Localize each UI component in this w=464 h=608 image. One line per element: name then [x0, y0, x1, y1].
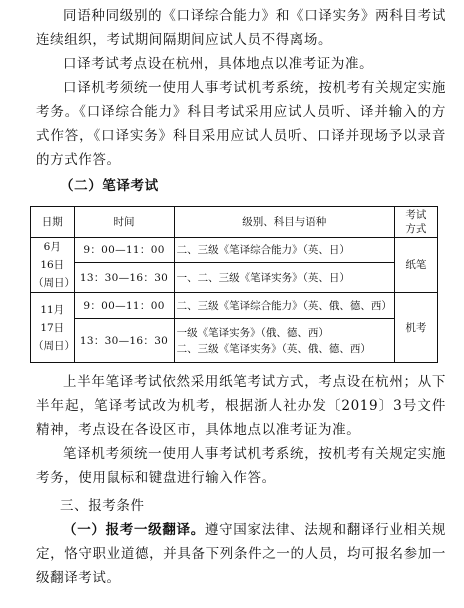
paragraph-level1-requirements	[36, 518, 446, 590]
paragraph-written-computer-exam: 笔译机考须统一使用人事考试机考系统，按机考有关规定实施考务，使用鼠标和键盘进行输入作答。	[36, 446, 446, 486]
heading-written-exam: （二）笔译考试	[60, 178, 159, 194]
mode-cell-computer: 机考	[394, 293, 437, 363]
level1-lead: （一）报考一级翻译。	[63, 522, 205, 538]
header-subject: 级别、科目与语种	[174, 207, 394, 238]
paragraph-oral-exam-location: 口译考试考点设在杭州，具体地点以准考证为准。	[63, 56, 374, 72]
mode-cell-paper: 纸笔	[394, 238, 437, 293]
paragraph-oral-computer-exam: 口译机考须统一使用人事考试机考系统，按机考有关规定实施考务。《口译综合能力》科目考试采用应试人员听、译并输入的方式作答，《口译实务》科目采用应试人员听、口译并现场予以录音的方式作答。	[36, 80, 446, 168]
date-cell-november: 11月 17日 （周日）	[31, 293, 75, 363]
table-row	[31, 319, 438, 363]
paragraph-oral-exam-schedule: 同语种同级别的《口译综合能力》和《口译实务》两科目考试连续组织，考试期间隔期间应试人员不得离场。	[36, 8, 446, 48]
date-cell-june: 6月 16日 （周日）	[31, 238, 75, 293]
time-cell: 13：30—16：30	[74, 319, 174, 363]
time-cell: 9：00—11：00	[74, 238, 174, 263]
time-cell: 9：00—11：00	[74, 293, 174, 319]
subject-cell: 一、二、三级《笔译实务》（英、日）	[174, 263, 394, 293]
header-time: 时间	[74, 207, 174, 238]
time-cell: 13：30—16：30	[74, 263, 174, 293]
table-row	[31, 238, 438, 263]
subject-cell: 二、三级《笔译综合能力》（英、俄、德、西）	[174, 293, 394, 319]
table-row	[31, 293, 438, 319]
level1-body: 遵守国家法律、法规和翻译行业相关规定，恪守职业道德，并具备下列条件之一的人员，均可报名参加一级翻译考试。	[36, 522, 447, 586]
header-date: 日期	[31, 207, 75, 238]
header-exam-mode: 考试 方式	[394, 207, 437, 238]
heading-section-3: 三、报考条件	[60, 498, 145, 514]
table-row	[31, 263, 438, 293]
paragraph-written-exam-method: 上半年笔译考试依然采用纸笔考试方式，考点设在杭州；从下半年起，笔译考试改为机考，根据浙人社办发〔2019〕3号文件精神，考点设在各设区市，具体地点以准考证为准。	[36, 374, 446, 438]
table-header-row	[31, 207, 438, 238]
written-exam-schedule-table	[30, 206, 438, 363]
subject-cell: 二、三级《笔译综合能力》（英、日）	[174, 238, 394, 263]
subject-cell: 一级《笔译实务》（俄、德、西） 二、三级《笔译实务》（英、俄、德、西）	[174, 319, 394, 363]
